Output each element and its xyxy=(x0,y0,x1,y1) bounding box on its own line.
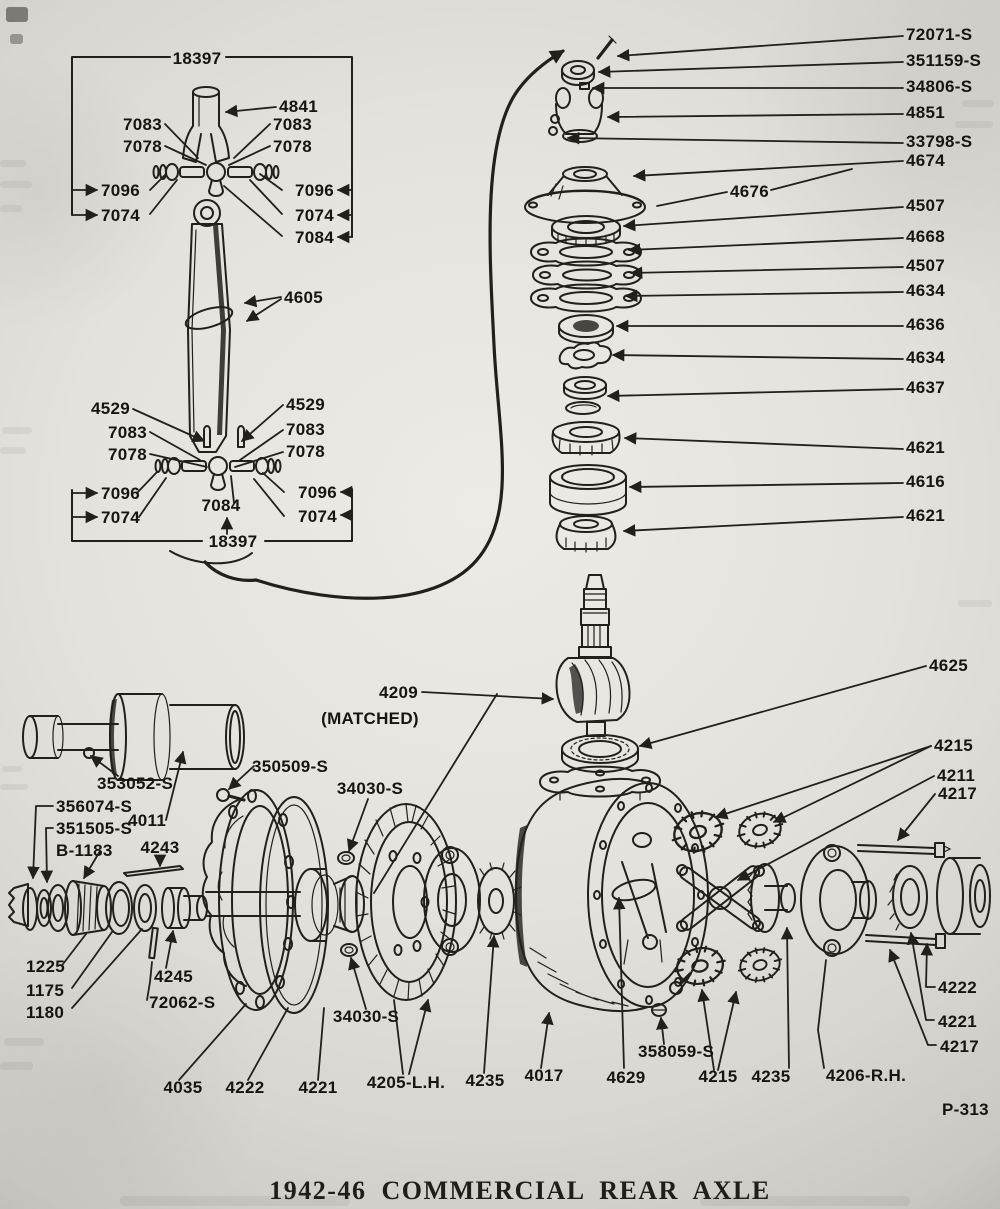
callout-4634-rear: 4634 xyxy=(906,348,946,367)
callout-4205-LH: 4205-L.H. xyxy=(366,1073,446,1092)
callout-4211: 4211 xyxy=(937,766,976,785)
callout-4217-upper: 4217 xyxy=(938,784,978,803)
drawing-diff-case-left xyxy=(424,847,521,955)
callout-4011: 4011 xyxy=(128,811,167,830)
callout-7078-lower-right: 7078 xyxy=(286,442,326,461)
callout-4637: 4637 xyxy=(906,378,946,397)
callout-7078-lower-left: 7078 xyxy=(107,445,147,464)
callout-4209-matched-note: (MATCHED) xyxy=(321,709,419,728)
callout-7083-upper-right: 7083 xyxy=(273,115,313,134)
callout-7096-lower-right: 7096 xyxy=(297,483,337,502)
drawing-wheel-bearing-parts xyxy=(9,866,207,958)
drawing-driveshaft xyxy=(183,200,234,452)
leader-lines xyxy=(33,36,936,1080)
callout-7096-upper-right: 7096 xyxy=(294,181,334,200)
callout-4676: 4676 xyxy=(730,182,770,201)
drawing-carrier xyxy=(203,789,364,1013)
callout-4221-left: 4221 xyxy=(298,1078,338,1097)
callout-4235-right: 4235 xyxy=(751,1067,791,1086)
callout-4616: 4616 xyxy=(906,472,946,491)
callout-358059-S: 358059-S xyxy=(638,1042,715,1061)
callout-34030-S-lower: 34030-S xyxy=(332,1007,400,1026)
callout-7084-lower: 7084 xyxy=(201,496,241,515)
callout-72071-S: 72071-S xyxy=(906,25,973,44)
callout-356074-S: 356074-S xyxy=(56,797,133,816)
callout-7078-upper-left: 7078 xyxy=(122,137,162,156)
callout-4235-left: 4235 xyxy=(465,1071,505,1090)
callout-4634-front: 4634 xyxy=(906,281,946,300)
callout-4621-front: 4621 xyxy=(906,438,946,457)
callout-34030-S-upper: 34030-S xyxy=(336,779,404,798)
callout-351505-S: 351505-S xyxy=(56,819,133,838)
callout-4851: 4851 xyxy=(906,103,946,122)
callout-7083-lower-left: 7083 xyxy=(107,423,147,442)
callout-7078-upper-right: 7078 xyxy=(273,137,313,156)
callout-351159-S: 351159-S xyxy=(906,51,982,70)
callout-4243: 4243 xyxy=(140,838,180,857)
callout-4222-left: 4222 xyxy=(225,1078,265,1097)
scan-artifacts xyxy=(0,7,994,1206)
callout-7096-lower-left: 7096 xyxy=(101,484,141,503)
callout-4674: 4674 xyxy=(906,151,946,170)
callout-7074-upper-right: 7074 xyxy=(294,206,334,225)
callout-4507-rear: 4507 xyxy=(906,256,946,275)
callout-4529-right: 4529 xyxy=(286,395,326,414)
callout-4221-right: 4221 xyxy=(938,1012,978,1031)
callout-4629: 4629 xyxy=(606,1068,646,1087)
callout-353052-S: 353052-S xyxy=(97,774,174,793)
callout-4636: 4636 xyxy=(906,315,946,334)
drawing-axle-shaft xyxy=(23,694,244,780)
callout-4625: 4625 xyxy=(929,656,969,675)
callout-4605: 4605 xyxy=(284,288,324,307)
page-title: 1942-46 COMMERCIAL REAR AXLE xyxy=(269,1176,771,1205)
callout-4035: 4035 xyxy=(163,1078,203,1097)
callout-4668: 4668 xyxy=(906,227,946,246)
callout-7083-lower-right: 7083 xyxy=(286,420,326,439)
callout-7074-lower-left: 7074 xyxy=(101,508,141,527)
callout-4529-left: 4529 xyxy=(90,399,130,418)
callout-1225: 1225 xyxy=(26,957,66,976)
callout-18397-top: 18397 xyxy=(172,49,222,68)
callout-7074-upper-left: 7074 xyxy=(101,206,141,225)
callout-72062-S: 72062-S xyxy=(149,993,216,1012)
callout-1175: 1175 xyxy=(26,981,65,1000)
callout-4017: 4017 xyxy=(524,1066,564,1085)
callout-4215-upper: 4215 xyxy=(934,736,974,755)
callout-4217-lower: 4217 xyxy=(940,1037,980,1056)
callout-4841: 4841 xyxy=(279,97,319,116)
callout-7096-upper-left: 7096 xyxy=(101,181,141,200)
callout-B-1183: B-1183 xyxy=(56,841,113,860)
callout-4245: 4245 xyxy=(154,967,194,986)
callout-7084-upper: 7084 xyxy=(294,228,334,247)
callout-18397-bottom: 18397 xyxy=(208,532,258,551)
callout-4621-rear: 4621 xyxy=(906,506,946,525)
plate-code: P-313 xyxy=(942,1100,989,1119)
callout-33798-S: 33798-S xyxy=(906,132,973,151)
callout-34806-S: 34806-S xyxy=(906,77,973,96)
callout-4507-front: 4507 xyxy=(906,196,946,215)
callout-4215-lower: 4215 xyxy=(698,1067,738,1086)
callout-7083-upper-left: 7083 xyxy=(122,115,162,134)
callout-350509-S: 350509-S xyxy=(252,757,329,776)
drawing-pinion-stack xyxy=(525,36,645,772)
callout-4206-RH: 4206-R.H. xyxy=(825,1066,907,1085)
callout-7074-lower-right: 7074 xyxy=(297,507,337,526)
callout-4209: 4209 xyxy=(378,683,418,702)
callout-1180: 1180 xyxy=(26,1003,65,1022)
callout-4222-right: 4222 xyxy=(938,978,978,997)
